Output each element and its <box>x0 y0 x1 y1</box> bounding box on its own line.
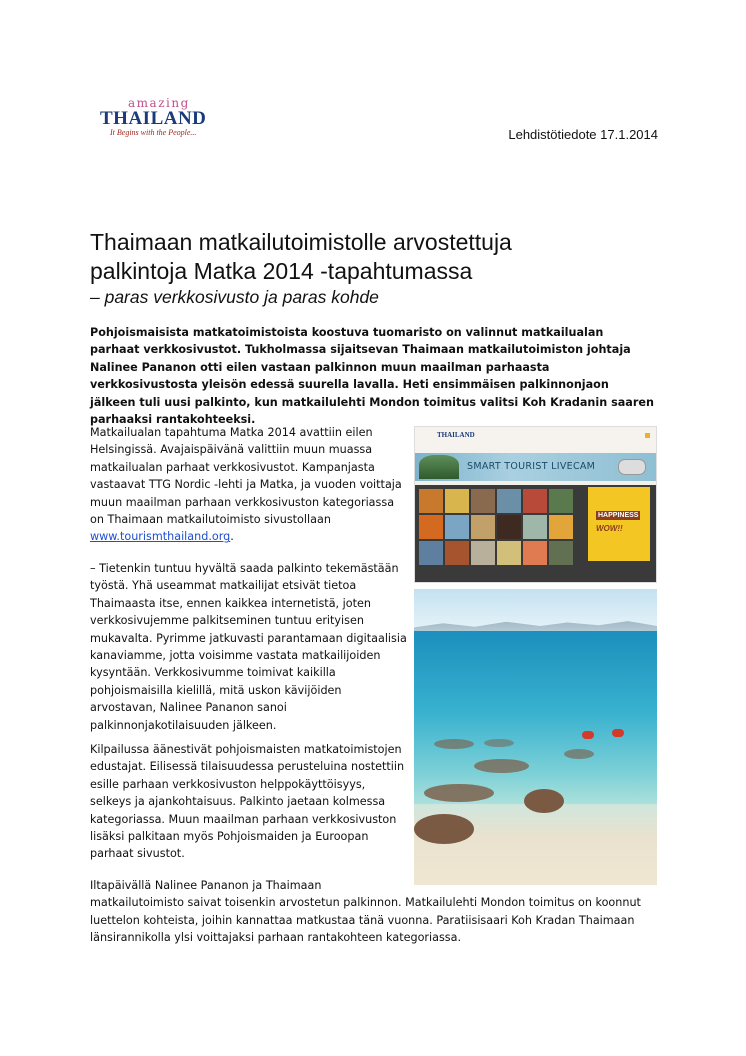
photo-tile <box>419 489 443 513</box>
photo-tile <box>523 541 547 565</box>
logo-tagline: It Begins with the People... <box>110 128 197 137</box>
headline <box>90 228 650 286</box>
subheadline: – paras verkkosivusto ja paras kohde <box>90 287 379 307</box>
paragraph-4-line-1: Iltapäivällä Nalinee Pananon ja Thaimaan <box>90 879 322 892</box>
photo-rock <box>524 789 564 813</box>
photo-swimmer <box>582 731 594 739</box>
logo-amazing-text: amazing <box>128 96 190 110</box>
screenshot-livecam-banner <box>415 453 656 481</box>
press-release-date: Lehdistötiedote 17.1.2014 <box>508 127 658 142</box>
photo-tile <box>549 541 573 565</box>
paragraph-1 <box>90 424 408 546</box>
camera-icon <box>618 459 646 475</box>
photo-tile <box>445 489 469 513</box>
photo-rock <box>414 814 474 844</box>
photo-tile <box>419 515 443 539</box>
photo-tile <box>471 489 495 513</box>
paragraph-4 <box>90 877 670 947</box>
livecam-banner-text: SMART TOURIST LIVECAM <box>467 461 596 472</box>
photo-tile <box>497 515 521 539</box>
logo-thailand-text: THAILAND <box>100 108 207 129</box>
headline-line-1: Thaimaan matkailutoimistolle arvostettuja <box>90 229 512 255</box>
lead-paragraph: Pohjoismaisista matkatoimistoista koostuva tuomaristo on valinnut matkailualan parhaat verkkosivustot. Tukholmassa sijaitsevan Thaimaan matkailutoimiston johtaja Nalinee Pananon otti eilen vastaan palkinnon muun maailman parhaasta verkkosivustosta yleisön edessä suurella lavalla. Heti ensimmäisen palkinnonjaon jälkeen tuli uusi palkinto, kun matkailulehti Mondon toimitus valitsi Koh Kradanin saaren parhaaksi rantakohteeksi. <box>90 326 654 427</box>
photo-tile <box>419 541 443 565</box>
palm-tree-icon <box>419 455 459 479</box>
paragraph-2: – Tietenkin tuntuu hyvältä saada palkinto tekemästään työstä. Yhä useammat matkailijat etsivät tietoa Thaimaasta itse, ennen kaikkea internetistä, joten verkkosivujemme palkitseminen tuntuu erityisen mukavalta. Pyrimme jatkuvasti parantamaan digitaalisia kanaviamme, jotta voisimme vastata matkailijoiden kysyntään. Verkkosivumme toimivat kaikilla pohjoismaisilla kielillä, mitä uskon kävijöiden arvostavan, Nalinee Pananon sanoi palkinnonjakotilaisuuden jälkeen. <box>90 562 407 732</box>
photo-rock <box>474 759 529 773</box>
photo-tile <box>445 541 469 565</box>
website-screenshot-image <box>414 426 657 583</box>
photo-rock <box>484 739 514 747</box>
photo-tile <box>523 489 547 513</box>
photo-tile <box>445 515 469 539</box>
paragraph-1-end: . <box>230 530 234 544</box>
paragraph-1-text: Matkailualan tapahtuma Matka 2014 avattiin eilen Helsingissä. Avajaispäivänä valittiin muun muassa matkailualan parhaat verkkosivustot. Kampanjasta vastaavat TTG Nordic -lehti ja Matka, ja vuoden voittaja muun maailman parhaan verkkosivuston kategoriassa on Thaimaan matkailutoimisto sivustollaan <box>90 426 402 527</box>
photo-swimmer <box>612 729 624 737</box>
screenshot-top-bar <box>415 427 656 453</box>
wow-label: WOW!! <box>596 524 623 533</box>
photo-rock <box>564 749 594 759</box>
tourismthailand-link[interactable]: www.tourismthailand.org <box>90 530 231 544</box>
amazing-thailand-logo <box>100 96 230 142</box>
photo-tile <box>471 541 495 565</box>
photo-tile <box>549 489 573 513</box>
photo-rock <box>424 784 494 802</box>
photo-tile <box>497 541 521 565</box>
screenshot-menu-icon <box>645 433 650 438</box>
photo-rock <box>434 739 474 749</box>
photo-tile <box>471 515 495 539</box>
headline-line-2: palkintoja Matka 2014 -tapahtumassa <box>90 258 473 284</box>
happiness-wow-card <box>588 487 650 561</box>
screenshot-logo: THAILAND <box>437 431 475 439</box>
happiness-label: HAPPINESS <box>598 512 639 519</box>
koh-kradan-beach-photo <box>414 589 657 885</box>
paragraph-3: Kilpailussa äänestivät pohjoismaisten matkatoimistojen edustajat. Eilisessä tilaisuudessa perusteluina nostettiin esille parhaan verkkosivuston helppokäyttöisyys, selkeys ja ajankohtaisuus. Palkinto jaetaan kolmessa kategoriassa. Muun maailman parhaan verkkosivuston lisäksi palkitaan myös Pohjoismaiden ja Euroopan parhaat sivustot. <box>90 743 405 861</box>
photo-tile <box>549 515 573 539</box>
photo-tile <box>497 489 521 513</box>
photo-tile <box>523 515 547 539</box>
paragraph-4-rest: matkailutoimisto saivat toisenkin arvostetun palkinnon. Matkailulehti Mondon toimitus on koonnut luettelon kohteista, joihin kannattaa matkustaa tänä vuonna. Paratiisisaari Koh Kradan Thaimaan länsirannikolla ylsi voittajaksi parhaan rantakohteen kategoriassa. <box>90 896 641 945</box>
